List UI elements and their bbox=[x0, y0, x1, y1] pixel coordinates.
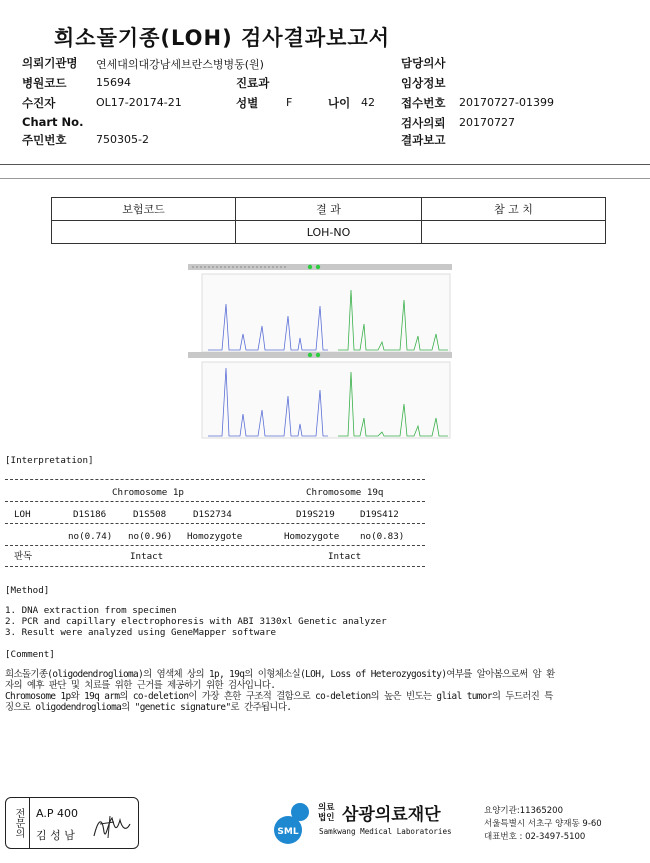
cell-result: LOH-NO bbox=[236, 221, 422, 244]
group-1p: Chromosome 1p bbox=[112, 487, 184, 498]
col-reference: 참 고 치 bbox=[422, 198, 606, 221]
table-rule-mid2 bbox=[5, 523, 425, 524]
cell-reference bbox=[422, 221, 606, 244]
hospital-code-value: 15694 bbox=[96, 76, 131, 89]
table-rule-bottom bbox=[5, 566, 425, 567]
signature-icon bbox=[92, 812, 132, 842]
sex-value: F bbox=[286, 96, 293, 109]
marker-d1s508: D1S508 bbox=[133, 509, 167, 520]
header-divider-2 bbox=[0, 178, 650, 179]
group-19q: Chromosome 19q bbox=[306, 487, 384, 498]
stamp-line-1: A.P 400 bbox=[36, 807, 78, 820]
cell-insurance-code bbox=[52, 221, 236, 244]
final-19q: Intact bbox=[328, 551, 362, 562]
patient-value: OL17-20174-21 bbox=[96, 96, 182, 109]
org-code: 요양기관:11365200 bbox=[484, 806, 563, 816]
dept-label: 진료과 bbox=[236, 76, 270, 90]
resident-no-value: 750305-2 bbox=[96, 133, 149, 146]
method-line-3: 3. Result were analyzed using GeneMapper software bbox=[5, 627, 277, 638]
method-line-2: 2. PCR and capillary electrophoresis with ABI 3130xl Genetic analyzer bbox=[5, 616, 387, 627]
report-date-label: 결과보고 bbox=[401, 133, 446, 147]
corp-small: 의료 법인 bbox=[318, 803, 335, 823]
org-name: 삼광의료재단 bbox=[342, 805, 441, 825]
result-table bbox=[51, 197, 606, 244]
sex-label: 성별 bbox=[236, 96, 259, 110]
sml-logo-icon bbox=[270, 798, 320, 848]
method-heading: [Method] bbox=[5, 585, 50, 596]
org-en: Samkwang Medical Laboratories bbox=[319, 827, 452, 836]
marker-d1s186: D1S186 bbox=[73, 509, 107, 520]
doctor-label: 담당의사 bbox=[401, 56, 446, 70]
marker-d19s412: D19S412 bbox=[360, 509, 399, 520]
value-d1s186: no(0.74) bbox=[68, 531, 113, 542]
table-rule-mid bbox=[5, 501, 425, 502]
stamp-line-2: 김 성 남 bbox=[36, 829, 75, 842]
comment-line-2: 자의 예후 판단 및 치료를 위한 근거를 제공하기 위한 검사입니다. bbox=[5, 680, 276, 691]
patient-label: 수진자 bbox=[22, 96, 56, 110]
clinical-info-label: 임상정보 bbox=[401, 76, 446, 90]
chart-no-label: Chart No. bbox=[22, 115, 84, 129]
final-label: 판독 bbox=[14, 551, 33, 562]
request-date-value: 20170727 bbox=[459, 116, 515, 129]
institution-value: 연세대의대강남세브란스병병동(원) bbox=[96, 58, 264, 71]
comment-line-4: 징으로 oligodendroglioma의 "genetic signature"로 간주됩니다. bbox=[5, 702, 292, 713]
hospital-code-label: 병원코드 bbox=[22, 76, 67, 90]
col-result: 결 과 bbox=[236, 198, 422, 221]
receipt-no-value: 20170727-01399 bbox=[459, 96, 554, 109]
marker-d1s2734: D1S2734 bbox=[193, 509, 232, 520]
pathologist-stamp bbox=[5, 797, 139, 849]
age-value: 42 bbox=[361, 96, 375, 109]
org-phone: 대표번호 : 02-3497-5100 bbox=[484, 832, 586, 842]
comment-line-1: 희소돌기종(oligodendroglioma)의 염색체 상의 1p, 19q의 이형체소실(LOH, Loss of Heterozygosity)여부를 알아봄으로써 암 환 bbox=[5, 669, 555, 680]
resident-no-label: 주민번호 bbox=[22, 133, 67, 147]
logo-text: SML bbox=[277, 827, 299, 837]
comment-heading: [Comment] bbox=[5, 649, 55, 660]
method-line-1: 1. DNA extraction from specimen bbox=[5, 605, 177, 616]
report-title: 희소돌기종(LOH) 검사결과보고서 bbox=[54, 26, 390, 50]
electropherogram-image bbox=[188, 264, 452, 440]
value-d19s219: Homozygote bbox=[284, 531, 340, 542]
loh-label: LOH bbox=[14, 509, 31, 520]
org-address: 서울특별시 서초구 양재동 9-60 bbox=[484, 819, 602, 829]
col-insurance-code: 보험코드 bbox=[52, 198, 236, 221]
request-date-label: 검사의뢰 bbox=[401, 116, 446, 130]
marker-d19s219: D19S219 bbox=[296, 509, 335, 520]
comment-line-3: Chromosome 1p와 19q arm의 co-deletion이 가장 흔한 구조적 결함으로 co-deletion의 높은 빈도는 glial tumor의 두드러진 특 bbox=[5, 691, 553, 702]
value-d1s508: no(0.96) bbox=[128, 531, 173, 542]
stamp-label: 전문의 bbox=[6, 798, 30, 848]
institution-label: 의뢰기관명 bbox=[22, 56, 78, 70]
value-d1s2734: Homozygote bbox=[187, 531, 243, 542]
interpretation-heading: [Interpretation] bbox=[5, 455, 94, 466]
age-label: 나이 bbox=[328, 96, 351, 110]
header-divider bbox=[0, 164, 650, 165]
final-1p: Intact bbox=[130, 551, 164, 562]
table-rule-top bbox=[5, 479, 425, 480]
value-d19s412: no(0.83) bbox=[360, 531, 405, 542]
receipt-no-label: 접수번호 bbox=[401, 96, 446, 110]
table-rule-mid3 bbox=[5, 545, 425, 546]
